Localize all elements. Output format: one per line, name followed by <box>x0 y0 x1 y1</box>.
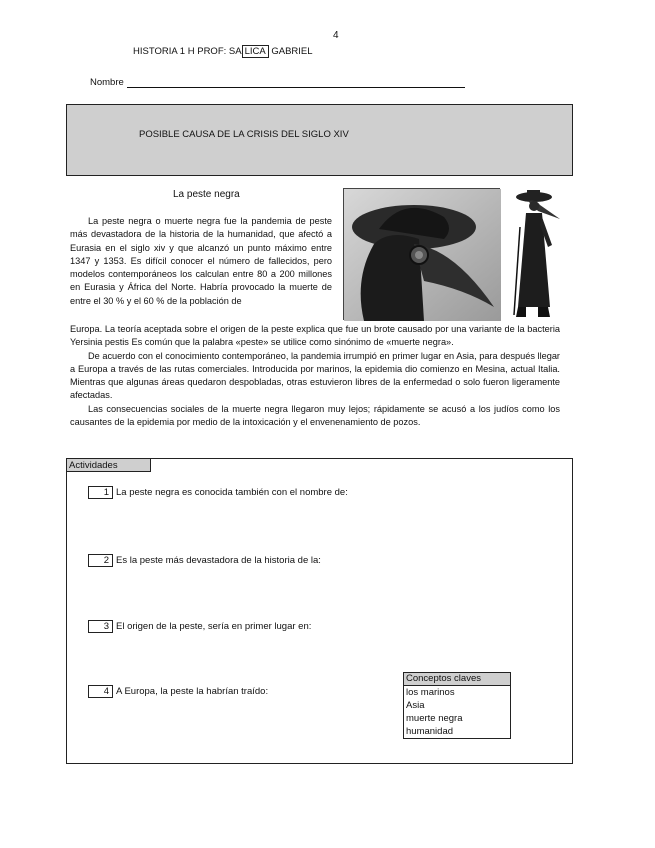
plague-doctor-illustration <box>506 187 566 321</box>
activities-tab: Actividades <box>66 458 151 472</box>
key-concepts-box <box>403 672 511 739</box>
question-text: A Europa, la peste la habrían traído: <box>116 686 269 697</box>
question-4 <box>88 685 268 698</box>
question-text: El origen de la peste, sería en primer lugar en: <box>116 621 312 632</box>
paragraph-continuation: Europa. La teoría aceptada sobre el origen de la peste explica que fue un brote causado por una variante de la bacteria Yersinia pestis Es común que la palabra «peste» se utilice como sinónimo de «muerte negra». <box>70 324 560 348</box>
document-header <box>133 46 313 57</box>
question-number: 1 <box>88 486 113 499</box>
concept-item: los marinos <box>406 687 455 698</box>
name-line[interactable] <box>127 77 465 88</box>
header-boxed-text: LICA <box>242 45 269 58</box>
main-text <box>70 323 560 429</box>
page-title: POSIBLE CAUSA DE LA CRISIS DEL SIGLO XIV <box>139 129 349 140</box>
paragraph-spread: De acuerdo con el conocimiento contemporáneo, la pandemia irrumpió en primer lugar en Asia, para después llegar a Europa a través de las rutas comerciales. Introducida por marinos, la epidemia dio comienzo en Mesina, actual Italia. Mientras que algunas áreas quedaron despobladas, otras estuvieron libres de la enfermedad o solo fueron ligeramente afectadas. <box>70 350 560 401</box>
question-text: Es la peste más devastadora de la historia de la: <box>116 555 321 566</box>
concept-item: humanidad <box>406 726 454 737</box>
question-number: 2 <box>88 554 113 567</box>
question-number: 3 <box>88 620 113 633</box>
header-prefix: HISTORIA 1 H PROF: SA <box>133 46 242 57</box>
question-2 <box>88 554 321 567</box>
paragraph-consequences: Las consecuencias sociales de la muerte negra llegaron muy lejos; rápidamente se acusó a los judíos como los causantes de la epidemia por medio de la intoxicación y el envenenamiento de pozos. <box>70 403 560 428</box>
title-box <box>66 104 573 176</box>
question-1 <box>88 486 348 499</box>
key-concepts-title: Conceptos claves <box>404 673 510 686</box>
plague-doctor-figure <box>506 187 566 321</box>
concept-item: Asia <box>406 700 425 711</box>
name-field <box>90 77 465 88</box>
plague-doctor-mask-photo <box>343 188 500 320</box>
question-3 <box>88 620 311 633</box>
intro-paragraph: La peste negra o muerte negra fue la pandemia de peste más devastadora de la historia de la humanidad, que afectó a Eurasia en el siglo xiv y que alcanzó un punto máximo entre 1347 y 1353. Es difícil conocer el número de fallecidos, pero modelos contemporáneos los calculan entre 80 a 200 millones en Eurasia y África del Norte. Habría provocado la muerte de entre el 30 % y el 60 % de la población de <box>70 216 332 306</box>
intro-text <box>70 215 332 308</box>
question-number: 4 <box>88 685 113 698</box>
header-suffix: GABRIEL <box>268 46 313 57</box>
concept-item: muerte negra <box>406 713 463 724</box>
plague-mask-illustration <box>344 189 501 321</box>
section-subtitle: La peste negra <box>173 189 240 200</box>
page-number: 4 <box>333 30 339 41</box>
name-label: Nombre <box>90 77 124 88</box>
question-text: La peste negra es conocida también con el nombre de: <box>116 487 348 498</box>
